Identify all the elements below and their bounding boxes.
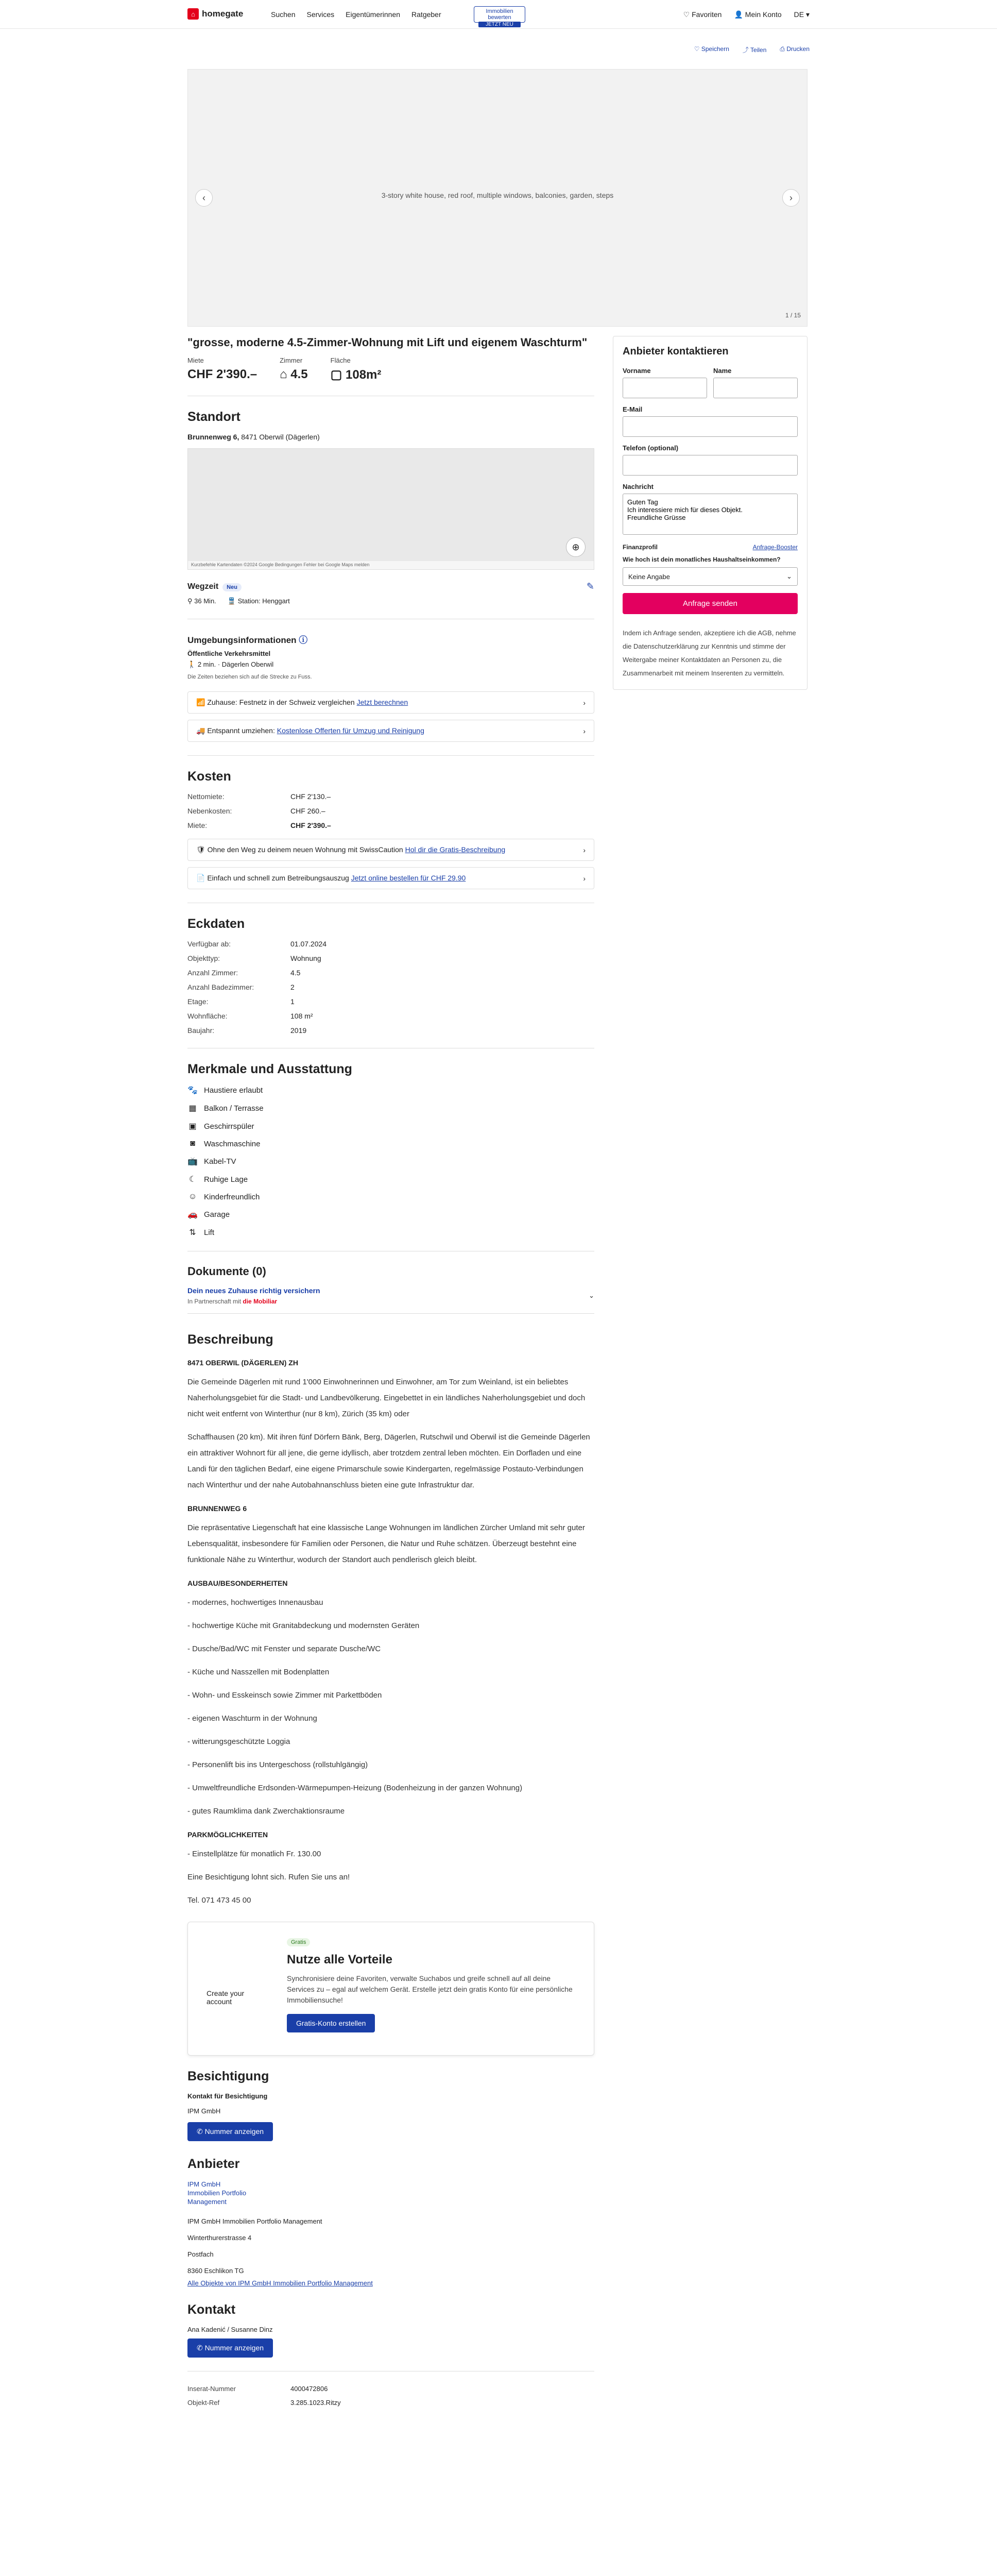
- description-paragraph: Die repräsentative Liegenschaft hat eine klassische Lange Wohnungen im ländlichen Zürcher Umland mit sehr guter Lebensqualität, insbesondere für Familien oder Personen, die Natur und Ruhe schätzen. Überzeugt bestehnt eine funktionale Nähe zu Winterthur, wodurch der Standort auch pendlerisch gleich bleibt.: [187, 1523, 585, 1564]
- viewing-show-number-button[interactable]: [187, 2122, 273, 2141]
- key-label: Anzahl Badezimmer:: [187, 983, 254, 991]
- link-content: [196, 845, 505, 854]
- valuation-promo-button[interactable]: [474, 6, 525, 27]
- offer2-text: Einfach und schnell zum Betreibungsauszug: [207, 874, 349, 882]
- key-value: 2019: [290, 1026, 307, 1035]
- feature-label: Waschmaschine: [204, 1139, 261, 1148]
- key-value: 2: [290, 983, 295, 991]
- equipment-item: - Personenlift bis ins Untergeschoss (rollstuhlgängig): [187, 1760, 368, 1769]
- first-name-input[interactable]: [623, 378, 707, 398]
- chevron-right-icon: ›: [583, 726, 586, 735]
- print-button[interactable]: ⎙ Drucken: [780, 45, 810, 53]
- first-name-field: [623, 367, 707, 398]
- provider-line: 8360 Eschlikon TG: [187, 2267, 244, 2275]
- email-input[interactable]: [623, 416, 798, 437]
- costs-table: [187, 792, 594, 829]
- key-data-table: [187, 940, 594, 1035]
- ref-label: Objekt-Ref: [187, 2399, 220, 2406]
- description-place: 8471 OBERWIL (DÄGERLEN) ZH: [187, 1359, 298, 1367]
- description-paragraph: Die Gemeinde Dägerlen mit rund 1'000 Einwohnerinnen und Einwohner, am Tor zum Weinland, ist ein beliebtes Naherholungsgebiet für die Stadt- und Landbevölkerung. Eingebettet in ein ländliches Naherholungsgebiet und doch nicht weit entfernt von Winterthur (nur 8 km), Zürich (35 km) oder: [187, 1378, 586, 1418]
- homegate-logo[interactable]: [187, 8, 243, 20]
- dishwasher-icon: ▣: [188, 1122, 197, 1131]
- account-link[interactable]: 👤 Mein Konto: [734, 10, 782, 19]
- parking-heading: PARKMÖGLICHKEITEN: [187, 1831, 268, 1839]
- chevron-down-icon[interactable]: ⌄: [589, 1292, 594, 1299]
- divider: [187, 755, 594, 756]
- feature-label: Lift: [204, 1228, 215, 1237]
- phone-icon: ✆: [197, 2127, 203, 2136]
- save-button[interactable]: ♡ Speichern: [694, 45, 729, 53]
- location-map[interactable]: [187, 448, 594, 570]
- map-footer: Kurzbefehle Kartendaten ©2024 Google Bedingungen Fehler bei Google Maps melden: [188, 561, 594, 569]
- insurance-text: [187, 1286, 320, 1305]
- ref-value: 4000472806: [290, 2385, 328, 2393]
- document-icon: 📄: [196, 874, 205, 882]
- promo-tag: JETZT NEU: [478, 22, 521, 27]
- commute-header: [187, 581, 594, 592]
- equipment-item: - Dusche/Bad/WC mit Fenster und separate Dusche/WC: [187, 1645, 381, 1653]
- description-paragraph: Schaffhausen (20 km). Mit ihren fünf Dörfern Bänk, Berg, Dägerlen, Rutschwil und Oberwil ist die Gemeinde Dägerlen ein attraktiver Wohnort für all jene, die gerne idyllisch, aber trotzdem zentral leben möchten. Ein Dorfladen und eine Landi für den täglichen Bedarf, eine eigene Primarschule sowie Kindergarten, regelmässige Postauto-Verbindungen nach Winterthur und der nahe Autobahnanschluss bieten eine gute Infrastruktur dar.: [187, 1433, 590, 1489]
- listing-title: "grosse, moderne 4.5-Zimmer-Wohnung mit Lift und eigenem Waschturm": [187, 336, 588, 349]
- link1-bold[interactable]: Jetzt berechnen: [356, 698, 408, 706]
- promo-left-text: Create your account: [207, 1989, 245, 2006]
- last-name-input[interactable]: [713, 378, 798, 398]
- name-row: [623, 367, 798, 405]
- area-label: Fläche: [330, 357, 351, 364]
- link2-bold[interactable]: Kostenlose Offerten für Umzug und Reinigung: [277, 726, 424, 735]
- feature-label: Geschirrspüler: [204, 1122, 254, 1131]
- favourites-link[interactable]: ♡ Favoriten: [683, 10, 722, 19]
- link2-text: Entspannt umziehen:: [207, 726, 275, 735]
- link-content: [196, 726, 424, 735]
- provider-line: Postfach: [187, 2250, 214, 2258]
- provider-all-listings-link[interactable]: Alle Objekte von IPM GmbH Immobilien Portfolio Management: [187, 2279, 373, 2287]
- privacy-note: Indem ich Anfrage senden, akzeptiere ich die AGB, nehme die Datenschutzerklärung zur Kenntnis und stimme der Weitergabe meiner Kontaktdaten an Personen zu, die Zusammenarbeit mit meinem Inserenten zu vermitteln.: [623, 629, 796, 677]
- logo-mark-icon: ⌂: [187, 8, 199, 20]
- cost-label: Nebenkosten:: [187, 807, 232, 815]
- reference-table: [187, 2385, 594, 2406]
- ref-label: Inserat-Nummer: [187, 2385, 236, 2393]
- contact-heading: Kontakt: [187, 2302, 236, 2317]
- commute-time-value: 36 Min.: [194, 597, 216, 605]
- garage-icon: 🚗: [187, 1210, 198, 1219]
- deposit-offer-link[interactable]: [187, 839, 594, 861]
- equipment-item: - Küche und Nasszellen mit Bodenplatten: [187, 1668, 330, 1676]
- mobiliar-logo: die Mobiliar: [243, 1298, 278, 1305]
- gallery-counter: 1 / 15: [785, 312, 801, 319]
- income-select[interactable]: [623, 567, 798, 586]
- main-nav: [271, 10, 441, 19]
- address: [187, 433, 594, 441]
- equipment-item: - hochwertige Küche mit Granitabdeckung und modernsten Geräten: [187, 1621, 420, 1630]
- rooms-label: Zimmer: [280, 357, 303, 364]
- key-label: Etage:: [187, 997, 209, 1006]
- surroundings-title: Umgebungsinformationen: [187, 635, 297, 645]
- address-city: 8471 Oberwil (Dägerlen): [241, 433, 320, 441]
- feature-label: Balkon / Terrasse: [204, 1104, 264, 1113]
- key-value: 108 m²: [290, 1012, 313, 1020]
- commute-label: Wegzeit: [187, 582, 219, 591]
- key-label: Anzahl Zimmer:: [187, 969, 238, 977]
- key-value: 1: [290, 997, 295, 1006]
- fact-rent: [187, 357, 257, 382]
- area-number: 108m²: [346, 368, 382, 382]
- costs-heading: Kosten: [187, 769, 231, 784]
- features-heading: Merkmale und Ausstattung: [187, 1062, 352, 1076]
- cost-label: Miete:: [187, 821, 208, 829]
- equipment-item: - gutes Raumklima dank Zwerchaktionsraume: [187, 1807, 345, 1816]
- address-street: Brunnenweg 6,: [187, 433, 239, 441]
- promo-title: Nutze alle Vorteile: [287, 1953, 392, 1967]
- feature-label: Ruhige Lage: [204, 1175, 248, 1184]
- save-label: Speichern: [701, 45, 729, 53]
- fact-rooms: [280, 357, 308, 382]
- promo-body: [287, 1938, 575, 2040]
- insurance-title: Dein neues Zuhause richtig versichern: [187, 1286, 320, 1295]
- email-label: E-Mail: [623, 405, 643, 413]
- contact-show-number-button[interactable]: [187, 2338, 273, 2358]
- provider-heading: Anbieter: [187, 2157, 240, 2171]
- commute-title: [187, 582, 242, 591]
- balcony-icon: ▦: [188, 1104, 197, 1113]
- rooms-number: 4.5: [290, 367, 308, 381]
- edit-icon[interactable]: ✎: [586, 581, 594, 591]
- info-icon[interactable]: ⓘ: [299, 635, 308, 645]
- insurance-box[interactable]: [187, 1286, 594, 1314]
- key-label: Wohnfläche:: [187, 1012, 228, 1020]
- account-promo-card: [187, 1922, 594, 2056]
- location-pin-icon: ⚲: [187, 597, 193, 605]
- logo-text: homegate: [202, 9, 244, 19]
- gallery-image-alt: 3-story white house, red roof, multiple windows, balconies, garden, steps: [381, 191, 614, 199]
- send-request-button[interactable]: Anfrage senden: [623, 593, 798, 614]
- train-icon: 🚆: [227, 597, 236, 605]
- key-data-heading: Eckdaten: [187, 917, 245, 931]
- shield-icon: 🛡: [196, 845, 205, 854]
- cost-value: CHF 2'130.–: [290, 792, 331, 801]
- viewing-contact-name: IPM GmbH: [187, 2107, 221, 2115]
- location-heading: Standort: [187, 410, 240, 424]
- contact-form-card: [613, 336, 807, 690]
- equipment-item: - Umweltfreundliche Erdsonden-Wärmepumpen-Heizung (Bodenheizung in der ganzen Wohnung): [187, 1784, 523, 1792]
- key-facts: [187, 357, 594, 382]
- moving-offers-link[interactable]: [187, 720, 594, 742]
- feature-label: Haustiere erlaubt: [204, 1086, 263, 1095]
- first-name-label: Vorname: [623, 367, 651, 375]
- link-content: [196, 698, 408, 707]
- parking-item: Eine Besichtigung lohnt sich. Rufen Sie uns an!: [187, 1873, 350, 1882]
- commute-stop: [228, 597, 290, 605]
- email-field: [623, 405, 798, 437]
- finance-profile-label: Finanzprofil: [623, 544, 658, 551]
- income-question: Wie hoch ist dein monatliches Haushaltseinkommen?: [623, 556, 781, 563]
- quiet-icon: ☾: [188, 1175, 197, 1184]
- insurance-partner-label: In Partnerschaft mit: [187, 1298, 242, 1305]
- promo-label: Immobilien bewerten: [486, 8, 513, 21]
- phone-field: [623, 444, 798, 476]
- cost-value: CHF 2'390.–: [290, 821, 331, 829]
- parking-item: - Einstellplätze für monatlich Fr. 130.00: [187, 1850, 321, 1858]
- key-value: 01.07.2024: [290, 940, 327, 948]
- viewing-heading: Besichtigung: [187, 2069, 269, 2083]
- street-view-icon[interactable]: ⊕: [566, 537, 586, 557]
- message-input[interactable]: [623, 494, 798, 535]
- fact-area: [331, 357, 382, 382]
- viewing-contact-label: Kontakt für Besichtigung: [187, 2092, 268, 2100]
- transit-text: 2 min. · Dägerlen Oberwil: [197, 660, 274, 668]
- phone-label: Telefon (optional): [623, 444, 679, 452]
- gallery-prev-button[interactable]: ‹: [195, 189, 213, 207]
- provider-logo[interactable]: IPM GmbH Immobilien Portfolio Management: [187, 2180, 247, 2206]
- contact-person: Ana Kadenić / Susanne Dinz: [187, 2326, 273, 2333]
- commute-stop-value: Station: Henggart: [237, 597, 290, 605]
- provider-line: IPM GmbH Immobilien Portfolio Management: [187, 2217, 322, 2225]
- equipment-item: - witterungsgeschützte Loggia: [187, 1737, 290, 1746]
- header-right: [683, 10, 810, 19]
- feature-item: [187, 1103, 594, 1113]
- last-name-field: [713, 367, 798, 398]
- feature-item: [187, 1139, 594, 1148]
- equipment-item: - eigenen Waschturm in der Wohnung: [187, 1714, 317, 1723]
- main-column: [187, 330, 594, 2406]
- lift-icon: ⇅: [189, 1228, 196, 1237]
- phone-input[interactable]: [623, 455, 798, 476]
- nav-search[interactable]: Suchen: [271, 10, 296, 19]
- pet-icon: 🐾: [187, 1086, 198, 1095]
- feature-item: [187, 1174, 594, 1184]
- rent-label: Miete: [187, 357, 204, 364]
- link1-text: Zuhause: Festnetz in der Schweiz vergleichen: [207, 698, 355, 706]
- provider-address: [187, 2213, 594, 2279]
- key-label: Baujahr:: [187, 1026, 215, 1035]
- feature-item: [187, 1085, 594, 1095]
- feature-label: Kabel-TV: [204, 1157, 236, 1166]
- feature-label: Garage: [204, 1210, 230, 1219]
- child-icon: ☺: [188, 1192, 197, 1201]
- feature-item: [187, 1227, 594, 1238]
- area-value: [331, 367, 382, 382]
- key-label: Verfügbar ab:: [187, 940, 231, 948]
- language-switch[interactable]: DE ▾: [794, 10, 810, 19]
- language-label: DE: [794, 10, 804, 19]
- feature-item: [187, 1156, 594, 1166]
- feature-item: [187, 1121, 594, 1131]
- feature-item: [187, 1209, 594, 1219]
- phone-icon: ✆: [197, 2344, 203, 2352]
- documents-heading: Dokumente (0): [187, 1265, 266, 1278]
- provider-line: Winterthurerstrasse 4: [187, 2234, 252, 2242]
- income-select-value: Keine Angabe: [628, 572, 670, 581]
- features-list: [187, 1085, 594, 1238]
- ref-value: 3.285.1023.Ritzy: [290, 2399, 341, 2406]
- gallery-next-button[interactable]: ›: [782, 189, 800, 207]
- offer2-bold[interactable]: Jetzt online bestellen für CHF 29.90: [351, 874, 466, 882]
- top-bar: [0, 0, 997, 29]
- insurance-sub: [187, 1298, 320, 1305]
- transit-note: Die Zeiten beziehen sich auf die Strecke zu Fuss.: [187, 674, 312, 680]
- message-field: [623, 483, 798, 536]
- viewing-button-label: Nummer anzeigen: [204, 2127, 264, 2136]
- share-button[interactable]: ⤴ Teilen: [742, 46, 767, 54]
- surroundings-heading: [187, 633, 594, 646]
- debt-extract-link[interactable]: [187, 867, 594, 889]
- internet-compare-link[interactable]: [187, 691, 594, 714]
- equipment-heading: AUSBAU/BESONDERHEITEN: [187, 1579, 288, 1587]
- area-icon: ▢: [330, 368, 342, 382]
- key-value: 4.5: [290, 969, 301, 977]
- cost-value: CHF 260.–: [290, 807, 325, 815]
- nav-owners[interactable]: Eigentümerinnen: [346, 10, 401, 19]
- promo-text: Synchronisiere deine Favoriten, verwalte Suchabos und greife schnell auf all deine Services zu – egal auf welchem Gerät. Erstelle jetzt dein gratis Konto für eine persönliche Immobiliensuche!: [287, 1974, 573, 2004]
- new-badge: Neu: [222, 583, 242, 591]
- listing-actions: [694, 45, 810, 54]
- key-value: Wohnung: [290, 954, 321, 962]
- link-content: [196, 874, 466, 883]
- finance-booster-link[interactable]: Anfrage-Booster: [752, 544, 798, 551]
- transit-value: [187, 660, 594, 669]
- commute-info: [187, 597, 594, 605]
- create-account-button[interactable]: Gratis-Konto erstellen: [287, 2014, 375, 2032]
- description-heading: Beschreibung: [187, 1332, 273, 1347]
- finance-profile-row: [623, 544, 798, 551]
- nav-guide[interactable]: Ratgeber: [411, 10, 441, 19]
- message-label: Nachricht: [623, 483, 654, 490]
- walk-icon: 🚶: [187, 660, 196, 668]
- equipment-item: - modernes, hochwertiges Innenausbau: [187, 1598, 323, 1607]
- offer1-text: Ohne den Weg zu deinem neuen Wohnung mit SwissCaution: [207, 845, 403, 854]
- commute-time: [187, 597, 216, 605]
- wifi-icon: 📶: [196, 698, 205, 706]
- feature-item: [187, 1192, 594, 1201]
- door-icon: ⌂: [280, 367, 287, 381]
- truck-icon: 🚚: [196, 726, 205, 735]
- chevron-down-icon: ⌄: [786, 572, 792, 580]
- equipment-item: - Wohn- und Esskeinsch sowie Zimmer mit Parkettböden: [187, 1691, 382, 1700]
- description-street: BRUNNENWEG 6: [187, 1504, 247, 1513]
- contact-button-label: Nummer anzeigen: [204, 2344, 264, 2352]
- share-label: Teilen: [750, 46, 767, 54]
- feature-label: Kinderfreundlich: [204, 1192, 260, 1201]
- last-name-label: Name: [713, 367, 732, 375]
- rent-value: CHF 2'390.–: [187, 367, 257, 381]
- chevron-right-icon: ›: [583, 845, 586, 854]
- description-body: [187, 1359, 594, 1908]
- promo-tag-badge: Gratis: [287, 1938, 310, 1946]
- nav-services[interactable]: Services: [306, 10, 335, 19]
- print-label: Drucken: [786, 45, 810, 53]
- chevron-right-icon: ›: [583, 874, 586, 883]
- image-gallery[interactable]: [187, 69, 807, 327]
- contact-form-heading: Anbieter kontaktieren: [623, 346, 729, 357]
- key-label: Objekttyp:: [187, 954, 220, 962]
- rooms-value: [280, 367, 308, 382]
- washing-machine-icon: ◙: [190, 1139, 195, 1148]
- favourites-label: Favoriten: [692, 10, 722, 19]
- parking-item: Tel. 071 473 45 00: [187, 1896, 251, 1905]
- offer1-bold[interactable]: Hol dir die Gratis-Beschreibung: [405, 845, 506, 854]
- cost-label: Nettomiete:: [187, 792, 225, 801]
- transit-label: Öffentliche Verkehrsmittel: [187, 650, 271, 657]
- chevron-right-icon: ›: [583, 698, 586, 707]
- account-label: Mein Konto: [745, 10, 782, 19]
- tv-icon: 📺: [187, 1157, 198, 1166]
